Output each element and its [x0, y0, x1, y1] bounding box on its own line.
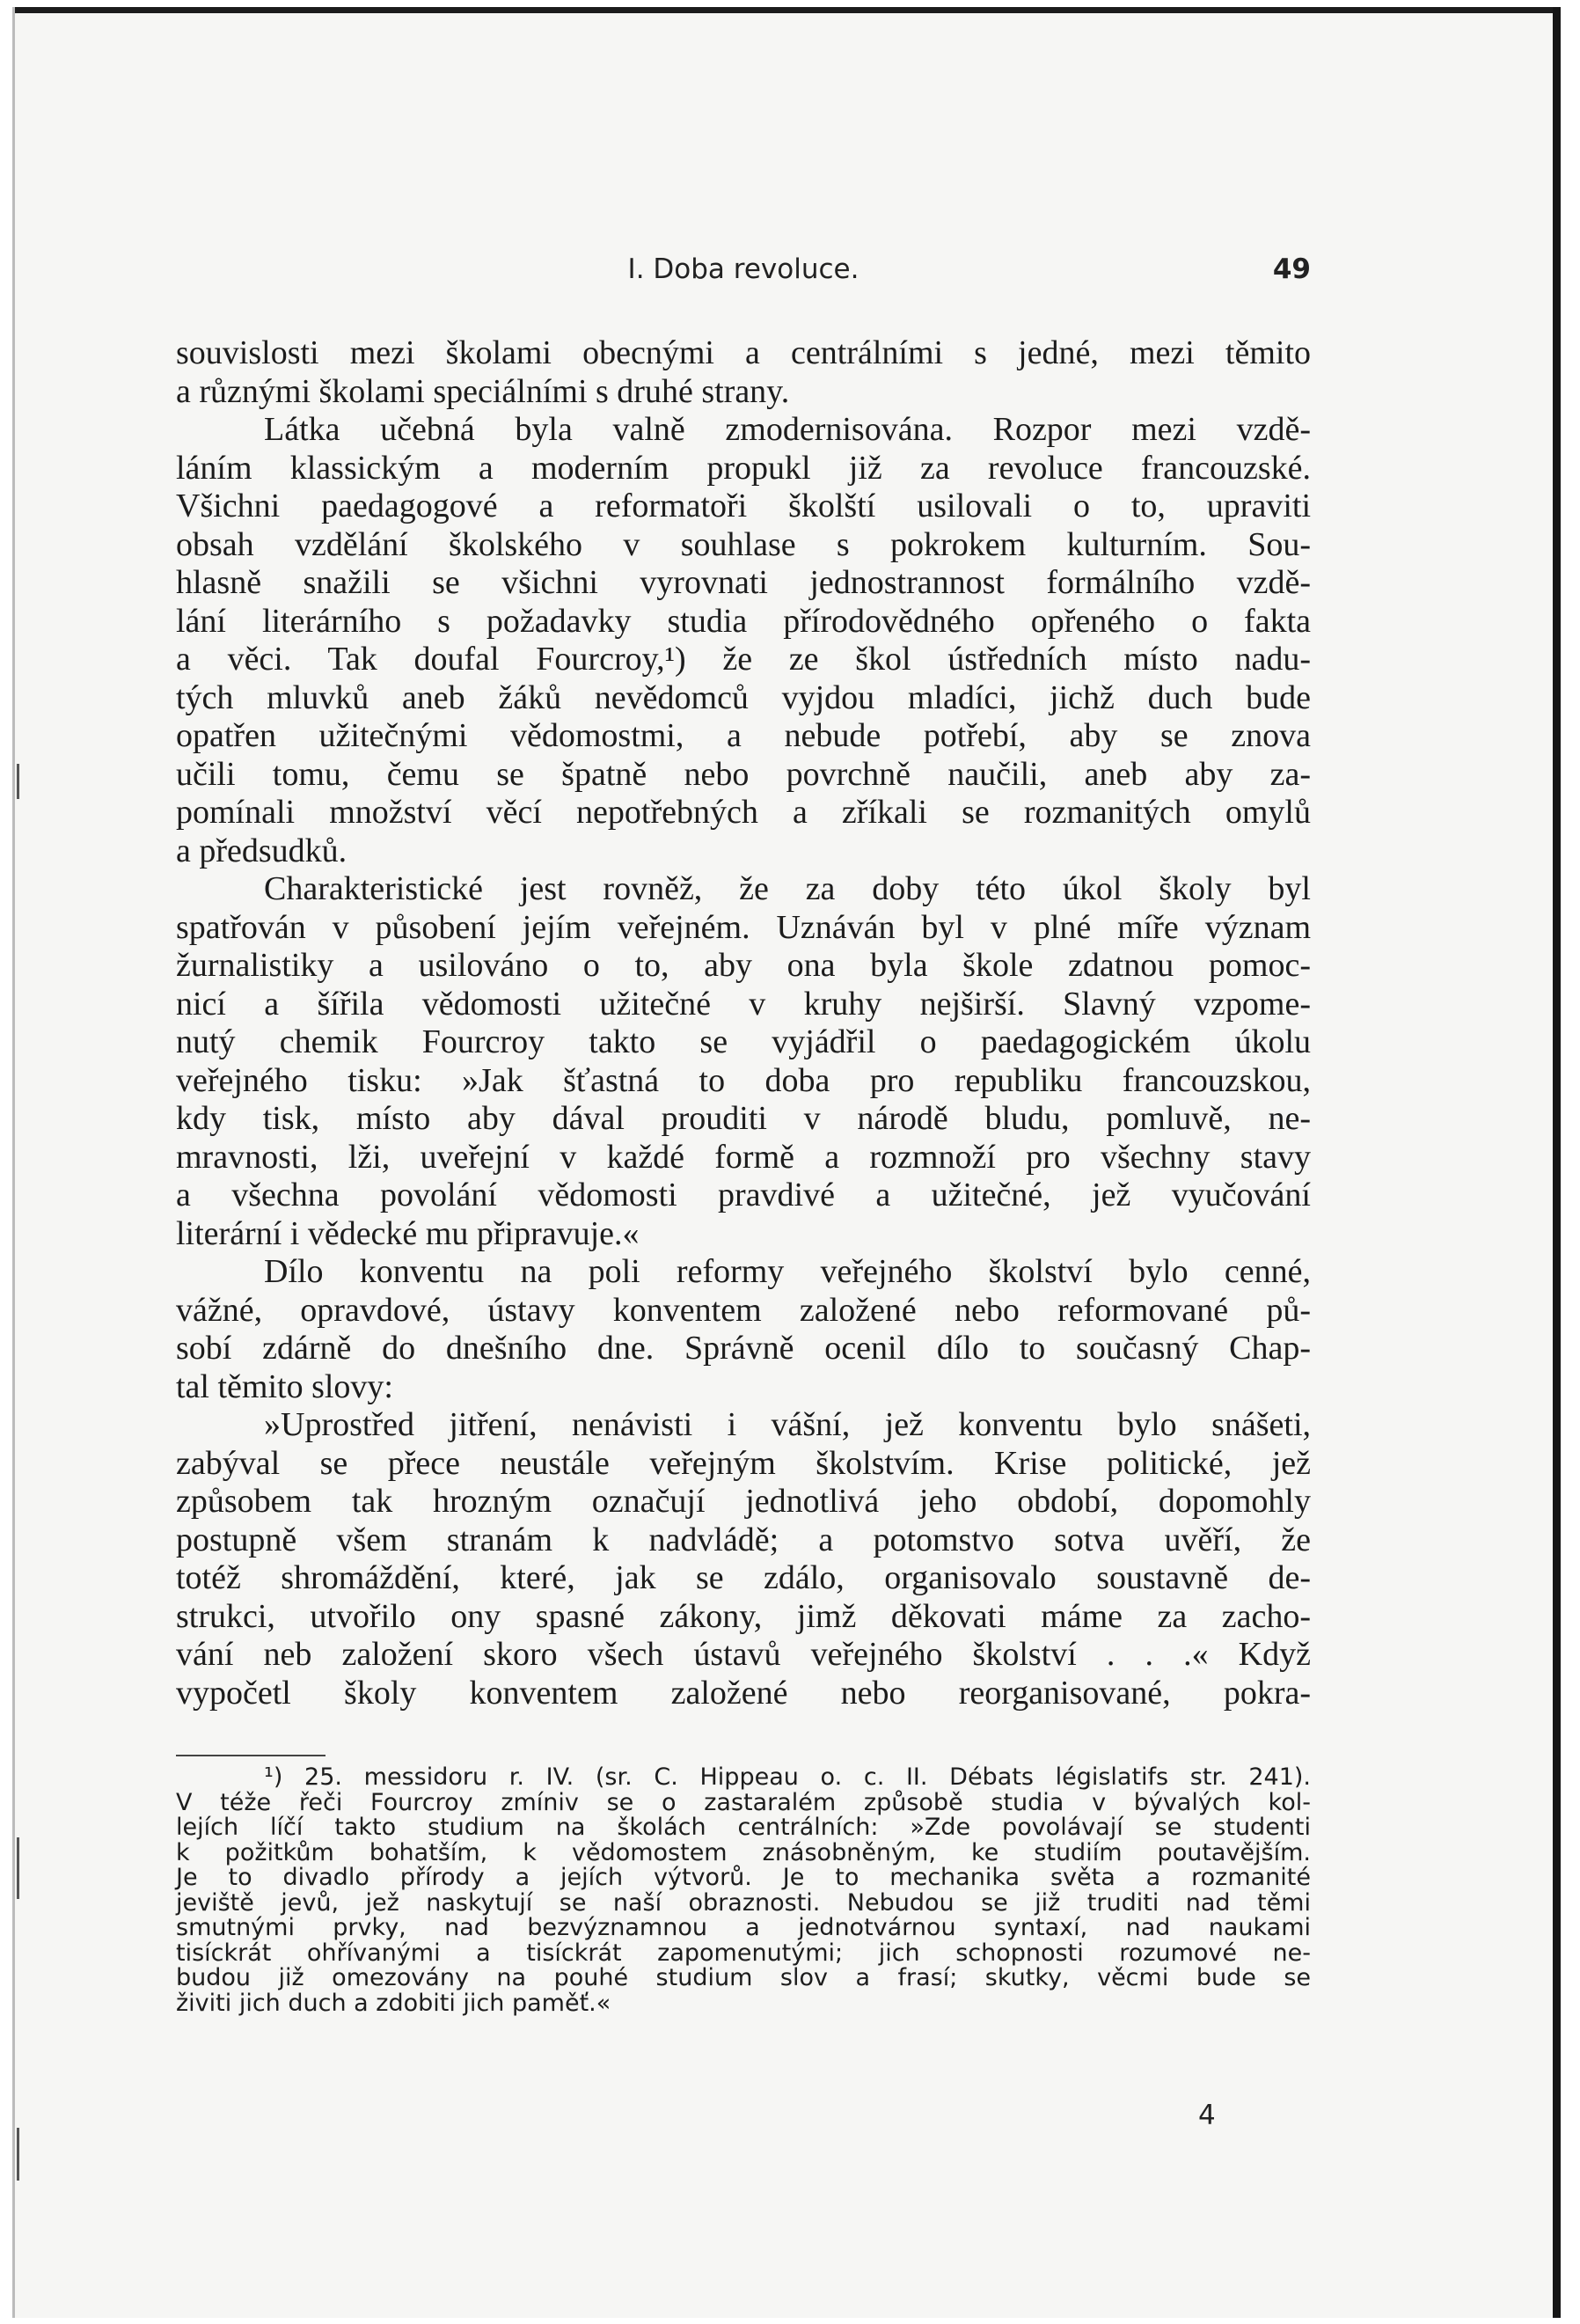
binding-mark [17, 2128, 19, 2181]
text-line: totéž shromáždění, které, jak se zdálo, organisovalo soustavně de- [176, 1559, 1311, 1596]
text-line: kdy tisk, místo aby dával prouditi v národě bludu, pomluvě, ne- [176, 1100, 1311, 1137]
footnote-rule [176, 1755, 326, 1756]
book-page [12, 7, 1561, 2318]
text-line: »Uprostřed jitření, nenávisti i vášní, jež konventu bylo snášeti, [264, 1406, 1311, 1443]
text-line: nicí a šířila vědomosti užitečné v kruhy nejširší. Slavný vzpome- [176, 985, 1311, 1023]
text-line: láním klassickým a moderním propukl již za revoluce francouzské. [176, 449, 1311, 487]
text-line: hlasně snažili se všichni vyrovnati jednostrannost formálního vzdě- [176, 564, 1311, 601]
text-line: sobí zdárně do dnešního dne. Správně ocenil dílo to současný Chap- [176, 1330, 1311, 1367]
text-line: a všechna povolání vědomosti pravdivé a užitečné, jež vyučování [176, 1177, 1311, 1213]
text-line: zabýval se přece neustále veřejným školstvím. Krise politické, jež [176, 1444, 1311, 1482]
footnote-line: k požitkům bohatším, k vědomostem znásobněným, ke studiím poutavějším. [176, 1838, 1311, 1866]
text-line: literární i vědecké mu připravuje.« [176, 1214, 640, 1252]
text-line: lání literárního s požadavky studia přírodovědného opřeného o fakta [176, 602, 1311, 640]
footnote-line: lejích líčí takto studium na školách centrálních: »Zde povolávají se studenti [176, 1814, 1311, 1841]
text-line: tal těmito slovy: [176, 1367, 393, 1405]
text-line: způsobem tak hrozným označují jednotlivá jeho období, dopomohly [176, 1483, 1311, 1520]
footnote-line: Je to divadlo přírody a jejích výtvorů. Je to mechanika světa a rozmanité [176, 1864, 1311, 1891]
footnote-line: smutnými prvky, nad bezvýznamnou a jednotvárnou syntaxí, nad naukami [176, 1914, 1311, 1941]
text-line: postupně všem stranám k nadvládě; a potomstvo sotva uvěří, že [176, 1521, 1311, 1558]
text-line: Charakteristické jest rovněž, že za doby této úkol školy byl [264, 870, 1311, 907]
text-line: nutý chemik Fourcroy takto se vyjádřil o paedagogickém úkolu [176, 1023, 1311, 1060]
text-line: žurnalistiky a usilováno o to, aby ona byla škole zdatnou pomoc- [176, 947, 1311, 984]
text-line: souvislosti mezi školami obecnými a centrálními s jedné, mezi těmito [176, 334, 1311, 371]
footnote-line: budou již omezovány na pouhé studium slov a frasí; skutky, věcmi bude se [176, 1964, 1311, 1991]
text-line: a věci. Tak doufal Fourcroy,¹) že ze škol ústředních místo nadu- [176, 641, 1311, 678]
footnote-line: ¹) 25. messidoru r. IV. (sr. C. Hippeau o. c. II. Débats législatifs str. 241). [264, 1763, 1311, 1791]
text-line: Látka učebná byla valně zmodernisována. Rozpor mezi vzdě- [264, 411, 1311, 448]
text-line: vážné, opravdové, ústavy konventem založené nebo reformované pů- [176, 1291, 1311, 1329]
text-line: strukci, utvořilo ony spasné zákony, jimž děkovati máme za zacho- [176, 1597, 1311, 1635]
text-line: vypočetl školy konventem založené nebo reorganisované, pokra- [176, 1674, 1311, 1712]
text-line: vání neb založení skoro všech ústavů veřejného školství . . .« Když [176, 1636, 1311, 1673]
main-text [176, 334, 1311, 1712]
text-line: spatřován v působení jejím veřejném. Uznáván byl v plné míře význam [176, 908, 1311, 946]
footnote-line: živiti jich duch a zdobiti jich paměť.« [176, 1989, 611, 2017]
footnote-line: V téže řeči Fourcroy zmíniv se o zastaralém způsobě studia v bývalých kol- [176, 1788, 1311, 1816]
text-line: mravnosti, lži, uveřejní v každé formě a rozmnoží pro všechny stavy [176, 1138, 1311, 1176]
text-line: Všichni paedagogové a reformatoři školští usilovali o to, upraviti [176, 488, 1311, 524]
text-line: a různými školami speciálními s druhé strany. [176, 372, 790, 410]
signature-mark: 4 [1198, 2100, 1216, 2131]
footnote [176, 1765, 1311, 2016]
chapter-title: I. Doba revoluce. [627, 253, 859, 285]
binding-mark [17, 764, 19, 799]
page-left-edge [12, 7, 15, 2318]
page-top-edge [12, 7, 1561, 13]
text-line: a předsudků. [176, 832, 347, 869]
running-head [176, 253, 1311, 289]
binding-mark [17, 1837, 19, 1899]
text-line: veřejného tisku: »Jak šťastná to doba pro republiku francouzskou, [176, 1061, 1311, 1099]
page-number: 49 [1272, 253, 1311, 285]
text-line: opatřen užitečnými vědomostmi, a nebude potřebí, aby se znova [176, 717, 1311, 754]
page-right-edge [1553, 7, 1561, 2318]
text-line: učili tomu, čemu se špatně nebo povrchně naučili, aneb aby za- [176, 755, 1311, 793]
text-line: pomínali množství věcí nepotřebných a zříkali se rozmanitých omylů [176, 794, 1311, 831]
footnote-line: jeviště jevů, jež naskytují se naší obraznosti. Nebudou se již truditi nad těmi [176, 1888, 1311, 1917]
text-line: Dílo konventu na poli reformy veřejného školství bylo cenné, [264, 1253, 1311, 1290]
footnote-line: tisíckrát ohřívanými a tisíckrát zapomenutými; jich schopnosti rozumové ne- [176, 1939, 1311, 1967]
text-line: obsah vzdělání školského v souhlase s pokrokem kulturním. Sou- [176, 525, 1311, 563]
text-line: tých mluvků aneb žáků nevědomců vyjdou mladíci, jichž duch bude [176, 678, 1311, 716]
